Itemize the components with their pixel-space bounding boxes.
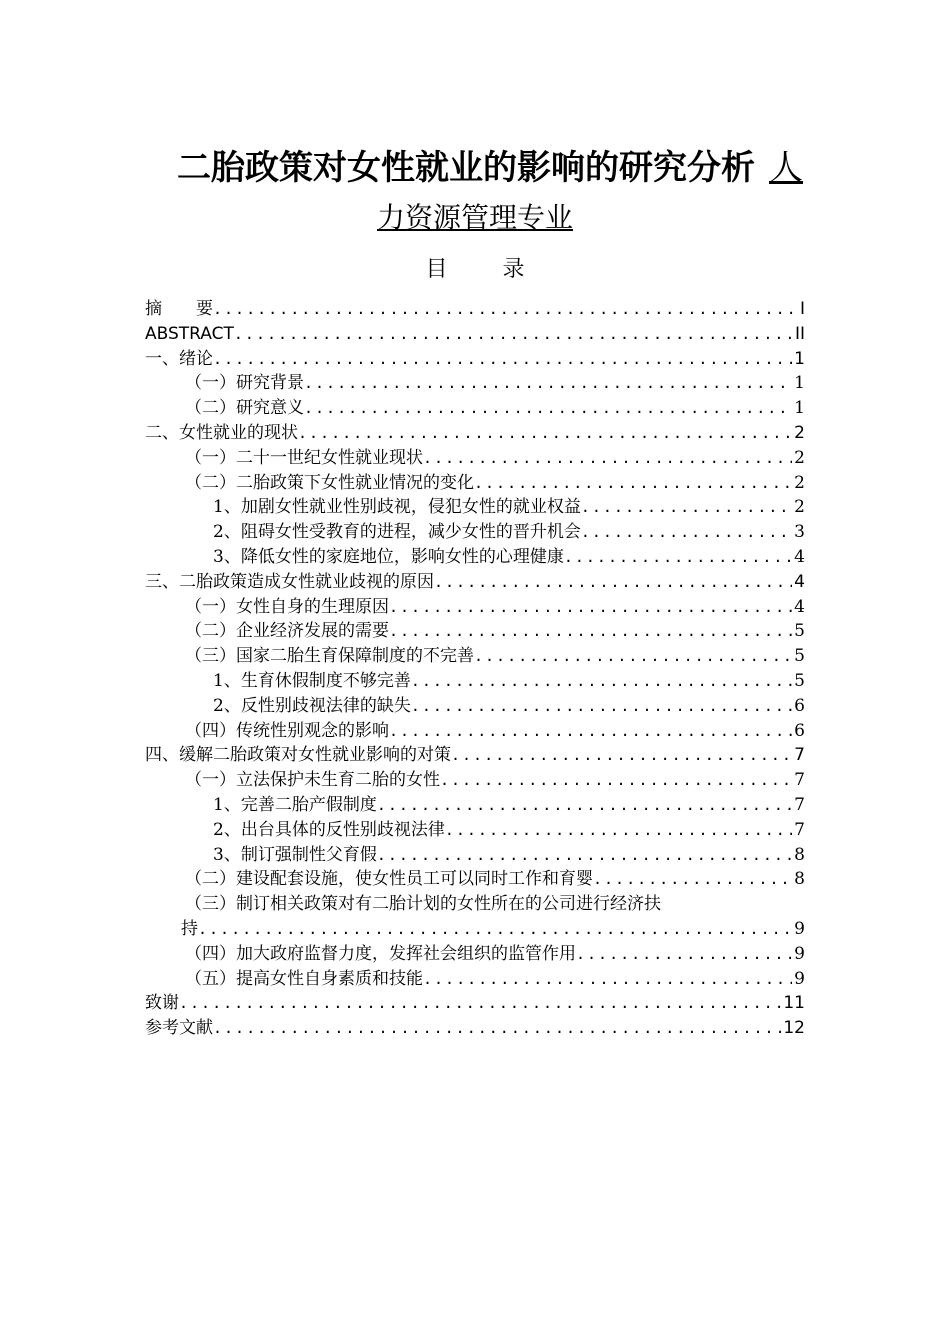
toc-entry-page: 7 (794, 794, 805, 815)
toc-entry-page: 7 (794, 819, 805, 840)
toc-entry-chapter-2[interactable] (145, 421, 805, 446)
toc-entry-page: 4 (794, 546, 805, 567)
toc-leader-dots (304, 371, 792, 396)
toc-entry-label: （二）企业经济发展的需要 (185, 621, 389, 642)
toc-entry-label: 持 (181, 918, 198, 939)
toc-leader-dots (576, 942, 792, 967)
toc-entry-label: （一）研究背景 (185, 373, 304, 394)
toc-entry-label: （二）研究意义 (185, 398, 304, 419)
toc-entry-chapter-4[interactable] (145, 743, 805, 768)
toc-heading: 目 录 (425, 257, 549, 282)
toc-entry-section[interactable] (145, 396, 805, 421)
toc-entry-section[interactable] (145, 471, 805, 496)
toc-entry-label: （二）二胎政策下女性就业情况的变化 (185, 472, 474, 493)
toc-entry-page: 12 (783, 1018, 805, 1039)
toc-entry-page: 3 (794, 522, 805, 543)
toc-entry-page: 1 (794, 373, 805, 394)
toc-entry-chapter-3[interactable] (145, 570, 805, 595)
toc-leader-dots (377, 793, 792, 818)
toc-entry-label: ABSTRACT (145, 323, 234, 344)
toc-entry-abstract-cn[interactable] (145, 297, 805, 322)
toc-entry-section-wrapped[interactable] (145, 892, 805, 917)
toc-leader-dots (440, 768, 792, 793)
toc-entry-label: 致谢 (145, 993, 179, 1014)
toc-leader-dots (304, 396, 792, 421)
toc-leader-dots (389, 719, 792, 744)
toc-entry-label: 四、缓解二胎政策对女性就业影响的对策 (145, 745, 451, 766)
toc-entry-page: 11 (783, 993, 805, 1014)
toc-leader-dots (564, 545, 792, 570)
toc-entry-subsection[interactable] (145, 793, 805, 818)
title-line-2: 力资源管理专业 (376, 201, 573, 234)
toc-entry-page: 6 (794, 720, 805, 741)
toc-entry-label: （四）加大政府监督力度，发挥社会组织的监管作用 (185, 943, 576, 964)
toc-leader-dots (213, 347, 792, 372)
toc-leader-dots (423, 967, 792, 992)
toc-entry-label: （二）建设配套设施，使女性员工可以同时工作和育婴 (185, 869, 593, 890)
toc-leader-dots (434, 570, 792, 595)
toc-entry-page: 1 (794, 348, 805, 369)
toc-entry-label: 3、降低女性的家庭地位，影响女性的心理健康 (213, 546, 564, 567)
toc-entry-page: 5 (794, 621, 805, 642)
toc-entry-label: （一）女性自身的生理原因 (185, 596, 389, 617)
toc-entry-label: （三）国家二胎生育保障制度的不完善 (185, 646, 474, 667)
toc-entry-acknowledgements[interactable] (145, 991, 805, 1016)
toc-entry-label: （三）制订相关政策对有二胎计划的女性所在的公司进行经济扶 (185, 894, 661, 915)
toc-entry-page: 8 (794, 869, 805, 890)
toc-entry-label: （四）传统性别观念的影响 (185, 720, 389, 741)
toc-entry-subsection[interactable] (145, 520, 805, 545)
toc-leader-dots (474, 644, 792, 669)
toc-entry-label: 三、二胎政策造成女性就业歧视的原因 (145, 571, 434, 592)
toc-entry-subsection[interactable] (145, 495, 805, 520)
toc-entry-abstract-en[interactable] (145, 322, 805, 347)
toc-entry-subsection[interactable] (145, 669, 805, 694)
toc-entry-label: 2、阻碍女性受教育的进程，减少女性的晋升机会 (213, 522, 581, 543)
toc-leader-dots (411, 669, 792, 694)
toc-entry-page: 1 (794, 398, 805, 419)
toc-entry-page: 5 (794, 670, 805, 691)
toc-entry-section[interactable] (145, 446, 805, 471)
toc-entry-page: 4 (794, 571, 805, 592)
toc-entry-page: 7 (794, 770, 805, 791)
toc-entry-label: 1、完善二胎产假制度 (213, 794, 377, 815)
toc-entry-page: I (799, 299, 805, 319)
toc-leader-dots (451, 743, 792, 768)
toc-entry-label: 一、绪论 (145, 348, 213, 369)
toc-entry-page: 4 (794, 596, 805, 617)
toc-entry-section[interactable] (145, 867, 805, 892)
title-line-1 (30, 140, 950, 196)
toc-entry-subsection[interactable] (145, 694, 805, 719)
toc-entry-page: 2 (794, 497, 805, 518)
toc-entry-subsection[interactable] (145, 843, 805, 868)
toc-entry-section-continuation[interactable] (145, 917, 805, 942)
toc-leader-dots (581, 520, 792, 545)
toc-leader-dots (389, 619, 792, 644)
title-main: 二胎政策对女性就业的影响的研究分析 (177, 148, 755, 188)
toc-entry-label: 1、生育休假制度不够完善 (213, 670, 411, 691)
title-tail: 人 (769, 148, 803, 188)
toc-entry-label: 1、加剧女性就业性别歧视，侵犯女性的就业权益 (213, 497, 581, 518)
toc-entry-section[interactable] (145, 371, 805, 396)
toc-leader-dots (213, 297, 798, 322)
toc-leader-dots (389, 595, 792, 620)
toc-leader-dots (377, 843, 792, 868)
toc-entry-label: 3、制订强制性父育假 (213, 844, 377, 865)
toc-entry-page: 2 (794, 472, 805, 493)
toc-entry-section[interactable] (145, 719, 805, 744)
toc-entry-section[interactable] (145, 967, 805, 992)
toc-entry-section[interactable] (145, 595, 805, 620)
toc-entry-label: 参考文献 (145, 1018, 213, 1039)
toc-leader-dots (234, 322, 793, 347)
toc-entry-page: II (794, 323, 805, 344)
table-of-contents (145, 297, 805, 1041)
toc-entry-page: 9 (794, 968, 805, 989)
toc-entry-section[interactable] (145, 644, 805, 669)
toc-leader-dots (593, 867, 792, 892)
toc-entry-subsection[interactable] (145, 545, 805, 570)
toc-entry-page: 2 (794, 422, 805, 443)
toc-entry-subsection[interactable] (145, 818, 805, 843)
toc-entry-page: 2 (794, 447, 805, 468)
toc-entry-label: （五）提高女性自身素质和技能 (185, 968, 423, 989)
toc-leader-dots (423, 446, 792, 471)
toc-entry-page: 8 (794, 844, 805, 865)
toc-leader-dots (179, 991, 781, 1016)
toc-entry-page: 6 (794, 695, 805, 716)
toc-leader-dots (474, 471, 792, 496)
toc-entry-label: 2、出台具体的反性别歧视法律 (213, 819, 445, 840)
toc-entry-references[interactable] (145, 1016, 805, 1041)
toc-leader-dots (445, 818, 792, 843)
toc-entry-page: 7 (794, 745, 805, 766)
toc-entry-label: （一）二十一世纪女性就业现状 (185, 447, 423, 468)
toc-entry-label: 2、反性别歧视法律的缺失 (213, 695, 411, 716)
toc-entry-page: 9 (794, 918, 805, 939)
toc-leader-dots (581, 495, 792, 520)
toc-entry-label: 二、女性就业的现状 (145, 422, 298, 443)
toc-entry-label: （一）立法保护未生育二胎的女性 (185, 770, 440, 791)
toc-leader-dots (213, 1016, 781, 1041)
toc-entry-page: 9 (794, 943, 805, 964)
toc-leader-dots (198, 917, 792, 942)
toc-entry-section[interactable] (145, 619, 805, 644)
document-title (0, 140, 950, 240)
toc-entry-chapter-1[interactable] (145, 347, 805, 372)
toc-entry-section[interactable] (145, 942, 805, 967)
toc-entry-page: 5 (794, 646, 805, 667)
toc-entry-label: 摘 要 (145, 299, 213, 319)
toc-leader-dots (411, 694, 792, 719)
toc-entry-section[interactable] (145, 768, 805, 793)
toc-leader-dots (298, 421, 792, 446)
